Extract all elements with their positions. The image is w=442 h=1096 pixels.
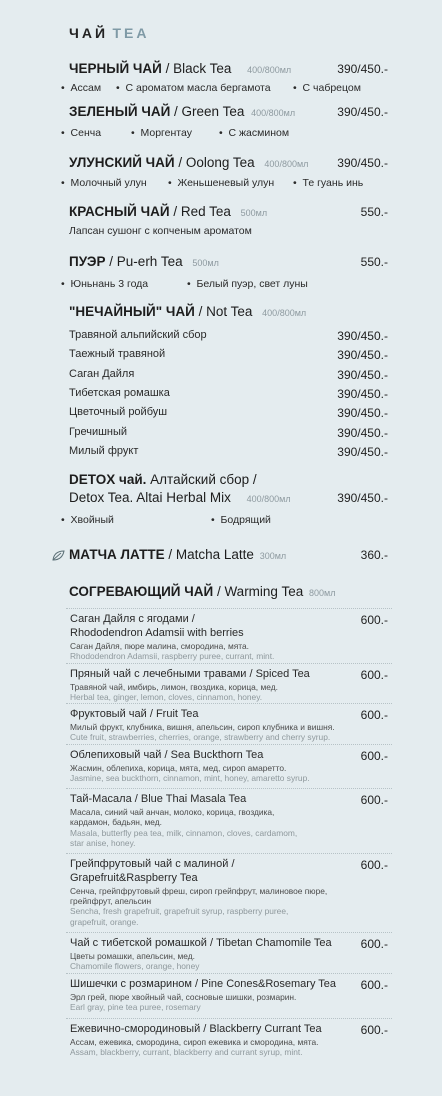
- item-description-en: Earl gray, pine tea puree, rosemary: [70, 1002, 201, 1013]
- tag: • Белый пуэр, свет луны: [187, 278, 308, 290]
- item-title: Rhododendron Adamsii with berries: [70, 626, 244, 639]
- section-name-en: / Red Tea: [169, 204, 231, 219]
- item-description-en: Masala, butterfly pea tea, milk, cinnamon, cloves, cardamom,: [70, 827, 298, 838]
- item-name: Таежный травяной: [69, 348, 166, 360]
- item-description-en: Chamomile flowers, orange, honey: [70, 961, 200, 972]
- section-black-tea: [69, 61, 291, 76]
- tag: • Те гуань инь: [293, 177, 364, 189]
- item-description-en: Rhododendron Adamsii, raspberry puree, currant, mint.: [70, 650, 275, 661]
- item-description-ru: грейпфрут, апельсин: [70, 895, 152, 906]
- divider: [66, 853, 392, 854]
- section-name-en: / Warming Tea: [213, 584, 304, 599]
- item-price: 390/450.-: [337, 406, 388, 420]
- tag: • Женьшеневый улун: [168, 177, 275, 189]
- item-name: Цветочный ройбуш: [69, 406, 168, 418]
- item-title: Фруктовый чай / Fruit Tea: [70, 708, 199, 720]
- item-price: 600.-: [360, 978, 388, 992]
- item-price: 600.-: [360, 749, 388, 763]
- tag: • Молочный улун: [61, 177, 147, 189]
- description: Лапсан сушонг с копченым ароматом: [69, 225, 252, 237]
- section-name: ЗЕЛЕНЫЙ ЧАЙ: [69, 104, 171, 119]
- section-name: "НЕЧАЙНЫЙ" ЧАЙ: [69, 304, 195, 319]
- item-title: Грейпфрутовый чай с малиной /: [70, 858, 235, 870]
- item-price: 600.-: [360, 668, 388, 682]
- item-description-en: Jasmine, sea buckthorn, cinnamon, mint, honey, amaretto syrup.: [70, 773, 310, 784]
- volume: 300мл: [259, 551, 287, 561]
- title-en: TEA: [112, 25, 150, 41]
- section-name-en: / Oolong Tea: [174, 155, 255, 170]
- divider: [66, 663, 392, 664]
- section-name-rest: Алтайский сбор /: [146, 472, 257, 487]
- item-description-ru: Милый фрукт, клубника, вишня, апельсин, сироп клубника и вишня.: [70, 722, 335, 732]
- item-price: 600.-: [360, 708, 388, 722]
- section-name-en: / Pu-erh Tea: [105, 254, 183, 269]
- item-description-en: Sencha, fresh grapefruit, grapefruit syrup, raspberry puree,: [70, 906, 289, 917]
- item-description-en: Assam, blackberry, currant, blackberry and currant syrup, mint.: [70, 1047, 303, 1058]
- section-name: DETOX чай.: [69, 472, 147, 487]
- item-price: 390/450.-: [337, 426, 388, 440]
- tag: • С ароматом масла бергамота: [116, 82, 271, 94]
- section-name: ПУЭР: [69, 254, 106, 269]
- volume: 400/800мл: [262, 308, 307, 318]
- section-name-en: / Black Tea: [161, 61, 232, 76]
- divider: [66, 703, 392, 704]
- item-price: 390/450.-: [337, 387, 388, 401]
- item-name: Гречишный: [69, 426, 128, 438]
- item-title: Пряный чай с лечебными травами / Spiced Tea: [70, 668, 310, 680]
- section-puer-tea: [69, 254, 219, 269]
- divider: [66, 744, 392, 745]
- volume: 500мл: [240, 208, 268, 218]
- tag: • Бодрящий: [211, 514, 271, 526]
- item-description-ru: Масала, синий чай анчан, молоко, корица, гвоздика,: [70, 807, 275, 817]
- price: 390/450.-: [337, 62, 388, 76]
- section-name-en: / Not Tea: [194, 304, 253, 319]
- divider: [66, 788, 392, 789]
- section-matcha-latte: [69, 547, 286, 562]
- item-description-en: Cute fruit, strawberries, cherries, orange, strawberry and cherry syrup.: [70, 732, 331, 743]
- section-detox-line2: [69, 490, 291, 505]
- item-name: Милый фрукт: [69, 445, 139, 457]
- price: 550.-: [360, 255, 388, 269]
- leaf-icon: [52, 548, 65, 566]
- section-green-tea: [69, 104, 295, 119]
- section-not-tea: [69, 304, 306, 319]
- volume: 400/800мл: [247, 65, 292, 75]
- item-price: 600.-: [360, 793, 388, 807]
- item-description-ru: Жасмин, облепиха, корица, мята, мед, сироп амаретто.: [70, 763, 287, 773]
- section-name: ЧЕРНЫЙ ЧАЙ: [69, 61, 162, 76]
- price: 390/450.-: [337, 491, 388, 505]
- volume: 400/800мл: [251, 108, 296, 118]
- section-red-tea: [69, 204, 267, 219]
- item-title: Шишечки с розмарином / Pine Cones&Rosemary Tea: [70, 978, 337, 990]
- item-description-ru: кардамон, бадьян, мед.: [70, 817, 162, 828]
- volume: 800мл: [308, 588, 336, 598]
- item-name: Травяной альпийский сбор: [69, 329, 207, 341]
- page-title: [69, 25, 149, 43]
- section-oolong-tea: [69, 155, 308, 170]
- item-price: 600.-: [360, 858, 388, 872]
- section-name: МАТЧА ЛАТТЕ: [69, 547, 165, 562]
- item-price: 390/450.-: [337, 329, 388, 343]
- title-ru: ЧАЙ: [69, 25, 109, 41]
- item-description-en: star anise, honey.: [70, 838, 136, 849]
- price: 390/450.-: [337, 105, 388, 119]
- item-title: Ежевично-смородиновый / Blackberry Currant Tea: [70, 1023, 322, 1035]
- tag: • С жасмином: [219, 127, 290, 139]
- item-title: Тай-Масала / Blue Thai Masala Tea: [70, 793, 247, 805]
- item-price: 390/450.-: [337, 348, 388, 362]
- section-name-en: Detox Tea. Altai Herbal Mix: [69, 490, 231, 505]
- price: 360.-: [360, 548, 388, 562]
- volume: 400/800мл: [246, 494, 291, 504]
- item-title: Саган Дайля с ягодами /: [70, 613, 195, 625]
- section-detox: [69, 472, 257, 487]
- item-description-ru: Саган Дайля, пюре малина, смородина, мята.: [70, 640, 249, 651]
- tag: • Сенча: [61, 127, 102, 139]
- divider: [66, 973, 392, 974]
- section-name: КРАСНЫЙ ЧАЙ: [69, 204, 170, 219]
- item-description-ru: Сенча, грейпфрутовый фреш, сироп грейпфрут, малиновое пюре,: [70, 885, 328, 896]
- item-description-ru: Цветы ромашки, апельсин, мед.: [70, 951, 195, 961]
- tag: • С чабрецом: [293, 82, 361, 94]
- divider: [66, 1018, 392, 1019]
- item-description-en: grapefruit, orange.: [70, 916, 139, 927]
- item-name: Саган Дайля: [69, 368, 135, 380]
- section-name: УЛУНСКИЙ ЧАЙ: [69, 155, 175, 170]
- section-warming-tea: [69, 584, 335, 599]
- item-price: 390/450.-: [337, 368, 388, 382]
- price: 390/450.-: [337, 156, 388, 170]
- item-description-ru: Эрл грей, пюре хвойный чай, сосновые шишки, розмарин.: [70, 992, 297, 1002]
- item-name: Тибетская ромашка: [69, 387, 170, 399]
- section-name-en: / Green Tea: [170, 104, 245, 119]
- section-name-en: / Matcha Latte: [164, 547, 254, 562]
- item-title: Чай с тибетской ромашкой / Tibetan Chamomile Tea: [70, 937, 332, 949]
- item-price: 390/450.-: [337, 445, 388, 459]
- section-name: СОГРЕВАЮЩИЙ ЧАЙ: [69, 584, 214, 599]
- item-description-ru: Ассам, ежевика, смородина, сироп ежевика и смородина, мята.: [70, 1037, 319, 1047]
- tag: • Ассам: [61, 82, 102, 94]
- item-title: Облепиховый чай / Sea Buckthorn Tea: [70, 749, 264, 761]
- item-price: 600.-: [360, 937, 388, 951]
- volume: 400/800мл: [264, 159, 309, 169]
- divider: [66, 932, 392, 933]
- tag: • Хвойный: [61, 514, 114, 526]
- item-title: Grapefruit&Raspberry Tea: [70, 871, 198, 884]
- tag: • Юньнань 3 года: [61, 278, 149, 290]
- price: 550.-: [360, 205, 388, 219]
- item-price: 600.-: [360, 1023, 388, 1037]
- volume: 500мл: [192, 258, 219, 268]
- item-description-en: Herbal tea, ginger, lemon, cloves, cinnamon, honey.: [70, 692, 263, 703]
- divider: [66, 608, 392, 609]
- item-price: 600.-: [360, 613, 388, 627]
- tag: • Моргентау: [131, 127, 192, 139]
- item-description-ru: Травяной чай, имбирь, лимон, гвоздика, корица, мед.: [70, 682, 278, 692]
